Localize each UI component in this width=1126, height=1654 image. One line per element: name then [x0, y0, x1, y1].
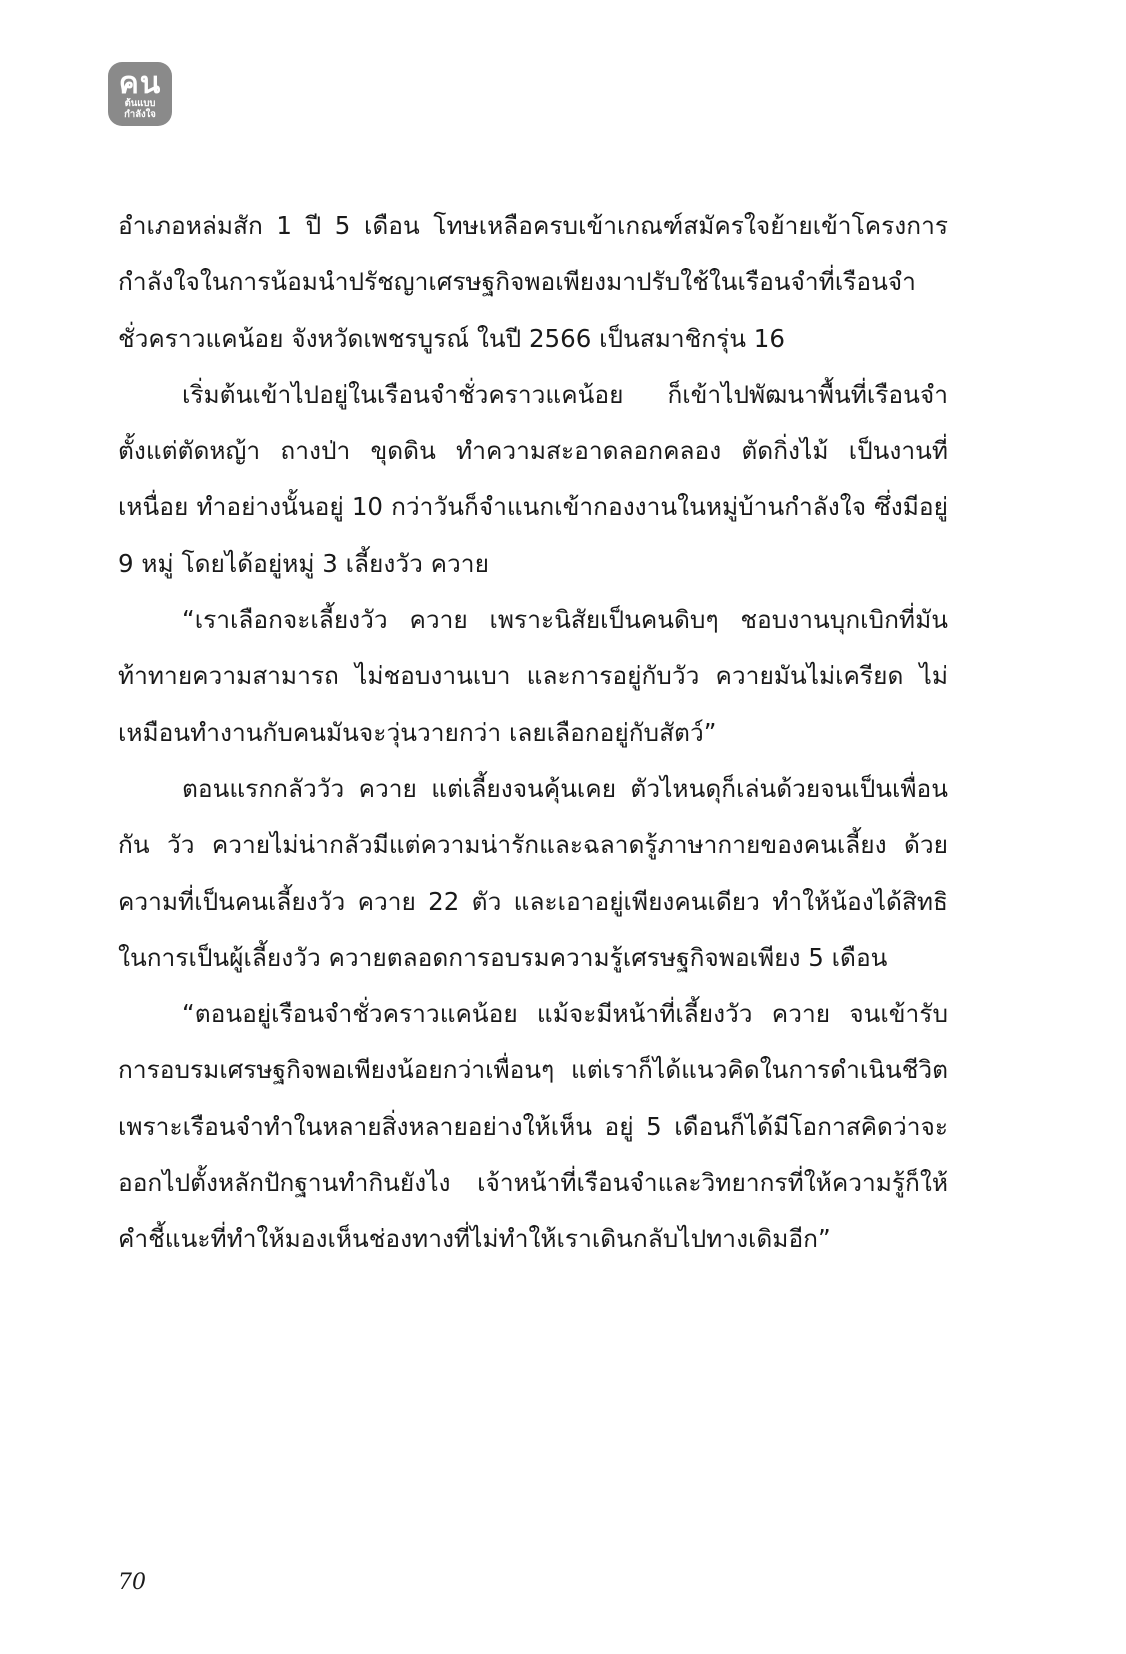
paragraph-4: ตอนแรกกลัววัว ควาย แต่เลี้ยงจนคุ้นเคย ตัวไหนดุก็เล่นด้วยจนเป็นเพื่อนกัน วัว ควายไม่น่ากลัวมีแต่ความน่ารักและฉลาดรู้ภาษากายของคนเลี้ยง ด้วยความที่เป็นคนเลี้ยงวัว ควาย 22 ตัว และเอาอยู่เพียงคนเดียว ทำให้น้องได้สิทธิในการเป็นผู้เลี้ยงวัว ควายตลอดการอบรมความรู้เศรษฐกิจพอเพียง 5 เดือน — [118, 773, 948, 972]
paragraph-1: อำเภอหล่มสัก 1 ปี 5 เดือน โทษเหลือครบเข้าเกณฑ์สมัครใจย้ายเข้าโครงการกำลังใจในการน้อมนำปรัชญาเศรษฐกิจพอเพียงมาปรับใช้ในเรือนจำที่เรือนจำชั่วคราวแคน้อย จังหวัดเพชรบูรณ์ ในปี 2566 เป็นสมาชิกรุ่น 16 — [118, 211, 948, 353]
logo-sub-text-1: ต้นแบบ — [124, 98, 156, 109]
paragraph-2: เริ่มต้นเข้าไปอยู่ในเรือนจำชั่วคราวแคน้อย ก็เข้าไปพัฒนาพื้นที่เรือนจำ ตั้งแต่ตัดหญ้า ถางป่า ขุดดิน ทำความสะอาดลอกคลอง ตัดกิ่งไม้ เป็นงานที่เหนื่อย ทำอย่างนั้นอยู่ 10 กว่าวันก็จำแนกเข้ากองงานในหมู่บ้านกำลังใจ ซึ่งมีอยู่ 9 หมู่ โดยได้อยู่หมู่ 3 เลี้ยงวัว ควาย — [118, 379, 948, 578]
paragraph-3: “เราเลือกจะเลี้ยงวัว ควาย เพราะนิสัยเป็นคนดิบๆ ชอบงานบุกเบิกที่มันท้าทายความสามารถ ไม่ชอบงานเบา และการอยู่กับวัว ควายมันไม่เครียด ไม่เหมือนทำงานกับคนมันจะวุ่นวายกว่า เลยเลือกอยู่กับสัตว์” — [118, 605, 948, 747]
body-text — [118, 198, 948, 1268]
logo-sub-text-2: กำลังใจ — [124, 109, 156, 120]
book-logo — [108, 62, 172, 126]
paragraph-5: “ตอนอยู่เรือนจำชั่วคราวแคน้อย แม้จะมีหน้าที่เลี้ยงวัว ควาย จนเข้ารับการอบรมเศรษฐกิจพอเพียงน้อยกว่าเพื่อนๆ แต่เราก็ได้แนวคิดในการดำเนินชีวิต เพราะเรือนจำทำในหลายสิ่งหลายอย่างให้เห็น อยู่ 5 เดือนก็ได้มีโอกาสคิดว่าจะออกไปตั้งหลักปักฐานทำกินยังไง เจ้าหน้าที่เรือนจำและวิทยากรที่ให้ความรู้ก็ให้คำชี้แนะที่ทำให้มองเห็นช่องทางที่ไม่ทำให้เราเดินกลับไปทางเดิมอีก” — [118, 999, 948, 1254]
logo-main-text: คน — [118, 66, 162, 101]
page-number: 70 — [118, 1570, 146, 1595]
